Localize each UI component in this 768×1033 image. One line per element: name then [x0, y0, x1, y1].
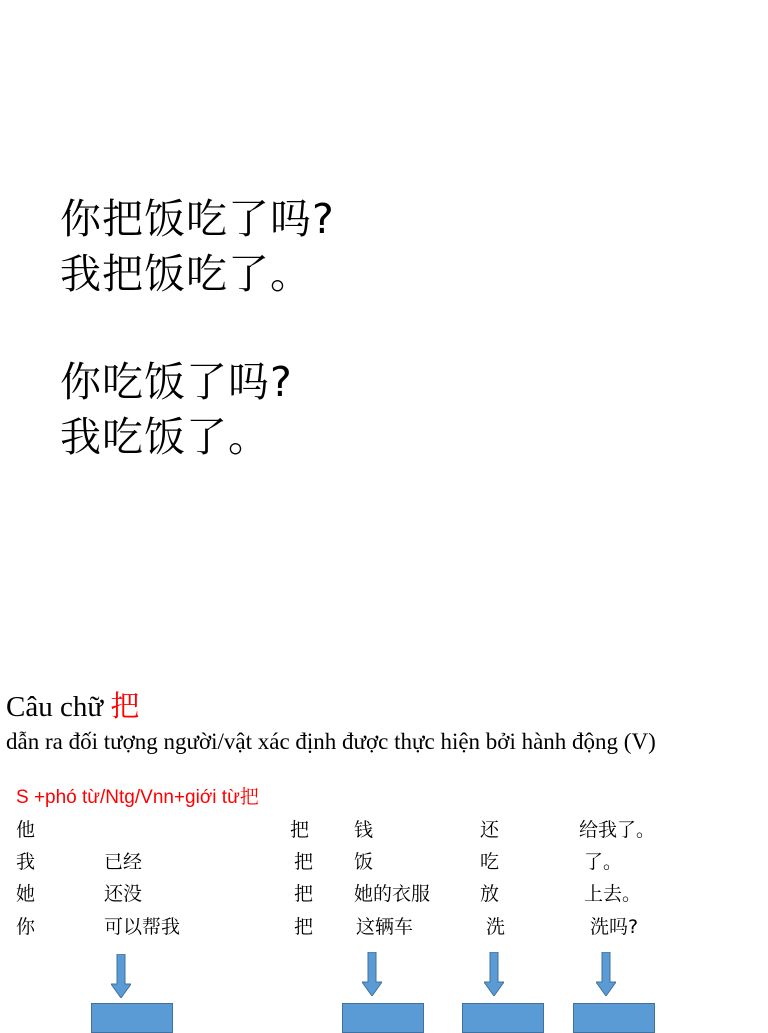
table-cell-object: 钱	[354, 819, 374, 841]
table-cell-complement: 了。	[584, 851, 623, 873]
table-cell-ba: 把	[294, 883, 314, 905]
example-line-4: 我吃饭了。	[60, 413, 270, 461]
table-cell-object: 她的衣服	[354, 883, 431, 905]
section-title-hanzi: 把	[110, 689, 140, 723]
down-arrow-icon	[111, 954, 131, 998]
down-arrow-icon	[362, 952, 382, 996]
table-cell-subject: 我	[16, 851, 36, 873]
table-cell-complement: 给我了。	[579, 819, 656, 841]
complement-box	[573, 1003, 655, 1033]
example-line-2: 我把饭吃了。	[60, 250, 312, 298]
table-cell-subject: 你	[16, 916, 36, 938]
table-cell-ba: 把	[294, 916, 314, 938]
table-cell-complement: 洗吗?	[590, 916, 639, 938]
table-cell-verb: 吃	[480, 851, 500, 873]
table-cell-subject: 他	[16, 819, 36, 841]
section-title-text: Câu chữ	[6, 691, 104, 723]
subject-adverb-box	[91, 1003, 173, 1033]
example-line-1: 你把饭吃了吗?	[60, 195, 335, 243]
down-arrow-icon	[596, 952, 616, 996]
example-line-3: 你吃饭了吗?	[60, 358, 293, 406]
section-title	[6, 688, 139, 725]
table-cell-object: 饭	[354, 851, 374, 873]
object-box	[342, 1003, 424, 1033]
table-cell-complement: 上去。	[584, 883, 642, 905]
table-cell-verb: 放	[480, 883, 500, 905]
table-cell-object: 这辆车	[356, 916, 414, 938]
table-cell-verb: 还	[480, 819, 500, 841]
table-cell-adverbial: 可以帮我	[104, 916, 181, 938]
table-cell-adverbial: 还没	[104, 883, 143, 905]
table-cell-adverbial: 已经	[104, 851, 143, 873]
table-cell-verb: 洗	[486, 916, 506, 938]
verb-box	[462, 1003, 544, 1033]
table-cell-ba: 把	[294, 851, 314, 873]
down-arrow-icon	[484, 952, 504, 996]
table-cell-subject: 她	[16, 883, 36, 905]
structure-formula: S +phó từ/Ntg/Vnn+giới từ把	[16, 787, 259, 808]
table-cell-ba: 把	[290, 819, 310, 841]
section-subtitle: dẫn ra đối tượng người/vật xác định được thực hiện bởi hành động (V)	[6, 729, 656, 754]
